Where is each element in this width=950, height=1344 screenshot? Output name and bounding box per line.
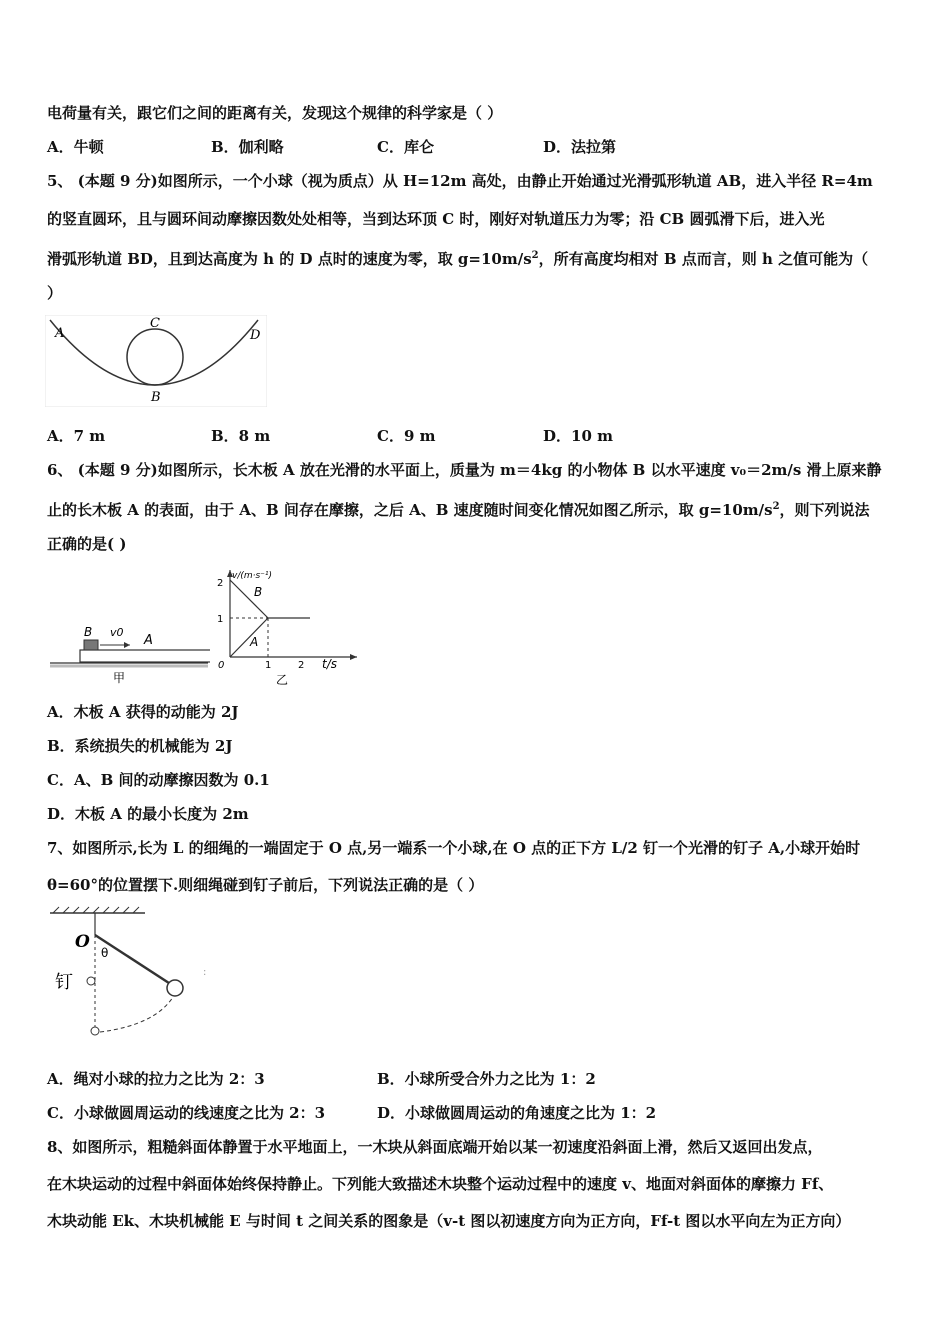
q7-stem-line1: 7、如图所示,长为 L 的细绳的一端固定于 O 点,另一端系一个小球,在 O 点的正下方 L/2 钉一个光滑的钉子 A,小球开始时 bbox=[47, 839, 861, 857]
label-v0: v0 bbox=[110, 626, 124, 639]
q5-option-d: D．10 m bbox=[543, 427, 613, 445]
q6-figure-yi-vt-graph bbox=[212, 562, 362, 690]
q5-stem-line3: 滑弧形轨道 BD，且到达高度为 h 的 D 点时的速度为零，取 $g=10m/s^2$，所有高度均相对 B 点而言，则 h 之值可能为（ bbox=[47, 250, 869, 268]
q5-stem-line1: 5、 (本题 9 分)如图所示，一个小球（视为质点）从 H=12m 高处，由静止开始通过光滑弧形轨道 AB，进入半径 R=4m bbox=[47, 172, 873, 190]
q7-option-d: D．小球做圆周运动的角速度之比为 1：2 bbox=[377, 1104, 657, 1122]
q6-option-d: D．木板 A 的最小长度为 2m bbox=[47, 805, 249, 823]
tick-y2: 2 bbox=[217, 578, 224, 589]
q5-stem-line4: ） bbox=[47, 284, 63, 302]
q8-stem-line1: 8、如图所示，粗糙斜面体静置于水平地面上，一木块从斜面底端开始以某一初速度沿斜面上滑，然后又返回出发点， bbox=[47, 1138, 823, 1156]
tick-x2: 2 bbox=[298, 660, 305, 671]
q5-stem-line2: 的竖直圆环，且与圆环间动摩擦因数处处相等，当到达环顶 C 时，刚好对轨道压力为零；沿 CB 圆弧滑下后，进入光 bbox=[47, 210, 825, 228]
label-a: A bbox=[144, 633, 153, 648]
q4-option-d: D．法拉第 bbox=[543, 138, 617, 156]
q6-stem-line1: 6、 (本题 9 分)如图所示，长木板 A 放在光滑的水平面上，质量为 m＝4kg 的小物体 B 以水平速度 v₀＝2m/s 滑上原来静 bbox=[47, 461, 882, 479]
caption-yi: 乙 bbox=[276, 673, 289, 687]
x-axis-label: t/s bbox=[322, 657, 337, 671]
q4-option-a: A．牛顿 bbox=[47, 138, 104, 156]
q7-option-a: A．绳对小球的拉力之比为 2：3 bbox=[47, 1070, 265, 1088]
q5-option-c: C．9 m bbox=[377, 427, 436, 445]
q7-option-b: B．小球所受合外力之比为 1：2 bbox=[377, 1070, 596, 1088]
y-axis-label: v/(m·s⁻¹) bbox=[232, 571, 273, 581]
tick-y1: 1 bbox=[217, 614, 224, 625]
q7-option-c: C．小球做圆周运动的线速度之比为 2：3 bbox=[47, 1104, 326, 1122]
q6-stem-line3: 正确的是( ) bbox=[47, 535, 127, 553]
q4-option-c: C．库仑 bbox=[377, 138, 434, 156]
q4-stem-tail: 电荷量有关，跟它们之间的距离有关，发现这个规律的科学家是（ ） bbox=[47, 104, 503, 122]
q5-option-b: B．8 m bbox=[211, 427, 271, 445]
label-d: D bbox=[250, 328, 261, 343]
q5-track-figure bbox=[45, 315, 267, 407]
caption-jia: 甲 bbox=[113, 671, 126, 685]
superscript: 2 bbox=[531, 250, 539, 261]
label-theta: θ bbox=[101, 946, 109, 960]
label-a: A bbox=[55, 326, 65, 341]
tick-origin: 0 bbox=[218, 660, 225, 671]
q8-stem-line2: 在木块运动的过程中斜面体始终保持静止。下列能大致描述木块整个运动过程中的速度 v、地面对斜面体的摩擦力 Ff、 bbox=[47, 1175, 834, 1193]
q7-pendulum-figure bbox=[45, 905, 210, 1040]
label-nail: 钉 bbox=[55, 972, 73, 993]
tick-x1: 1 bbox=[265, 660, 272, 671]
line-a-label: A bbox=[250, 635, 259, 649]
superscript: 2 bbox=[772, 501, 780, 512]
q6-option-b: B．系统损失的机械能为 2J bbox=[47, 737, 233, 755]
q8-stem-line3: 木块动能 Ek、木块机械能 E 与时间 t 之间关系的图象是（v-t 图以初速度方向为正方向，Ff-t 图以水平向左为正方向） bbox=[47, 1212, 851, 1230]
q6-option-a: A．木板 A 获得的动能为 2J bbox=[47, 703, 239, 721]
dot-mark: : bbox=[203, 967, 207, 978]
q5-option-a: A．7 m bbox=[47, 427, 106, 445]
label-b: B bbox=[84, 625, 93, 639]
line-b-label: B bbox=[254, 585, 263, 599]
q7-stem-line2: θ=60°的位置摆下.则细绳碰到钉子前后，下列说法正确的是（ ） bbox=[47, 876, 484, 894]
label-o: O bbox=[75, 932, 90, 952]
label-b: B bbox=[151, 390, 161, 405]
q6-option-c: C．A、B 间的动摩擦因数为 0.1 bbox=[47, 771, 270, 789]
label-c: C bbox=[150, 316, 160, 331]
q4-option-b: B．伽利略 bbox=[211, 138, 284, 156]
q6-figure-jia bbox=[50, 620, 210, 686]
q6-stem-line2: 止的长木板 A 的表面，由于 A、B 间存在摩擦，之后 A、B 速度随时间变化情况如图乙所示，取 $g=10m/s^2$，则下列说法 bbox=[47, 501, 870, 519]
